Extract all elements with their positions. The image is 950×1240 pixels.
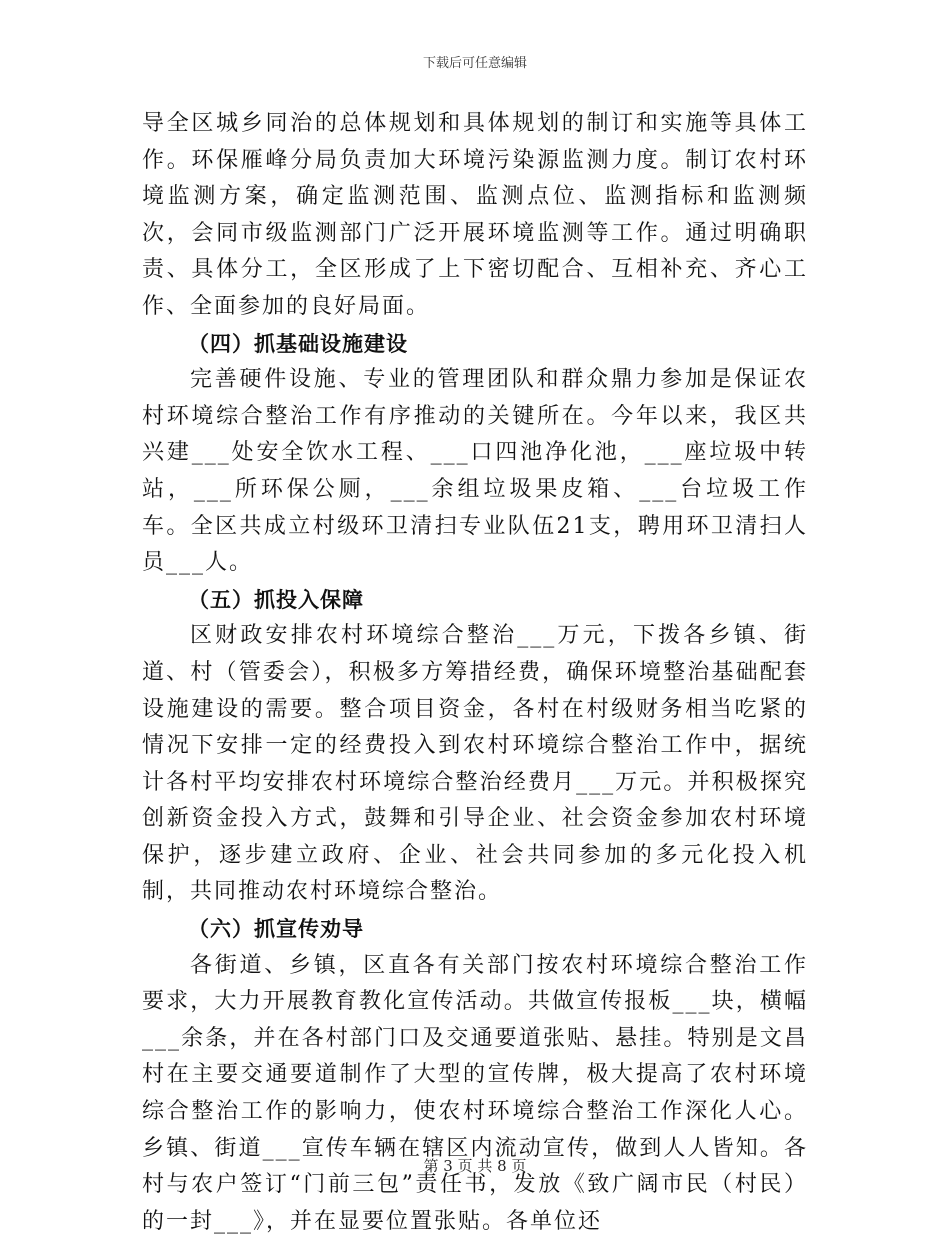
section-6-heading: （六）抓宣传劝导 [188, 916, 364, 942]
intro-paragraph: 导全区城乡同治的总体规划和具体规划的制订和实施等具体工作。环保雁峰分局负责加大环境污染源监测力度。制订农村环境监测方案，确定监测范围、监测点位、监测指标和监测频次，会同市级监测部门广泛开展环境监测等工作。通过明确职责、具体分工，全区形成了上下密切配合、互相补充、齐心工作、全面参加的良好局面。 [142, 111, 808, 319]
section-5-heading: （五）抓投入保障 [188, 586, 364, 612]
page-number-footer: 第 3 页 共 8 页 [423, 1157, 527, 1175]
section-6-paragraph: 各街道、乡镇，区直各有关部门按农村环境综合整治工作要求，大力开展教育教化宣传活动。共做宣传报板___块，横幅___余条，并在各村部门口及交通要道张贴、悬挂。特别是文昌村在主要交通要道制作了大型的宣传牌，极大提高了农村环境综合整治工作的影响力，使农村环境综合整治工作深化人心。乡镇、街道___宣传车辆在辖区内流动宣传，做到人人皆知。各村与农户签订“门前三包”责任书，发放《致广阔市民（村民）的一封___》，并在显要位置张贴。各单位还 [142, 952, 808, 1234]
document-body [142, 106, 808, 1240]
section-4-paragraph: 完善硬件设施、专业的管理团队和群众鼎力参加是保证农村环境综合整治工作有序推动的关键所在。今年以来，我区共兴建___处安全饮水工程、___口四池净化池，___座垃圾中转站，___所环保公厕，___余组垃圾果皮箱、___台垃圾工作车。全区共成立村级环卫清扫专业队伍21支，聘用环卫清扫人员___人。 [142, 367, 808, 576]
page-header: 下载后可任意编辑 [422, 56, 527, 71]
section-5-paragraph: 区财政安排农村环境综合整治___万元，下拨各乡镇、街道、村（管委会），积极多方筹措经费，确保环境整治基础配套设施建设的需要。整合项目资金，各村在村级财务相当吃紧的情况下安排一定的经费投入到农村环境综合整治工作中，据统计各村平均安排农村环境综合整治经费月___万元。并积极探究创新资金投入方式，鼓舞和引导企业、社会资金参加农村环境保护，逐步建立政府、企业、社会共同参加的多元化投入机制，共同推动农村环境综合整治。 [142, 623, 808, 905]
section-4-heading: （四）抓基础设施建设 [188, 330, 408, 356]
